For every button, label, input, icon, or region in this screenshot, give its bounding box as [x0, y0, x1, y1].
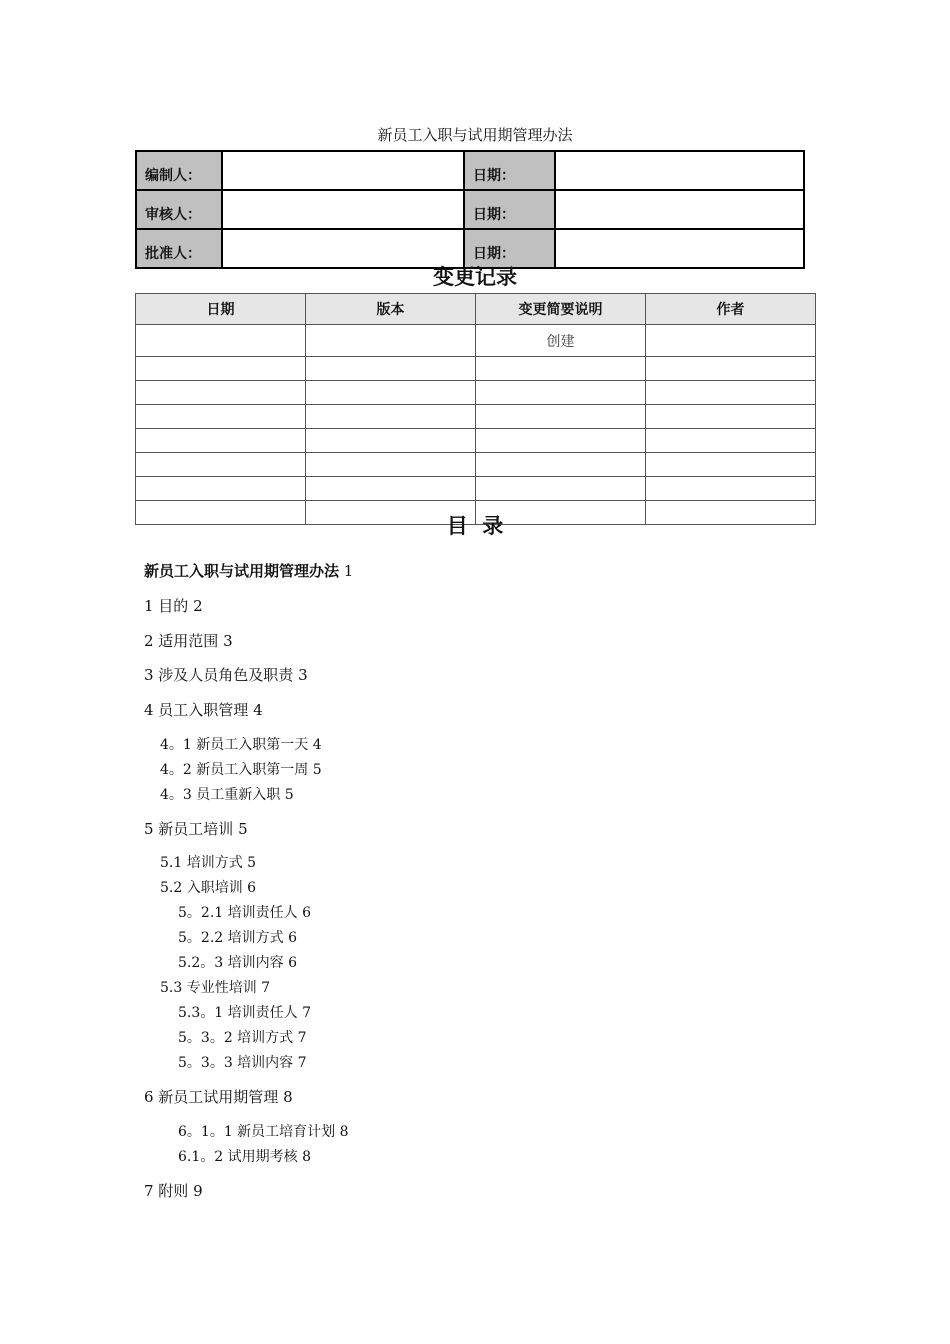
table-cell-summary[interactable]: 创建 — [476, 325, 646, 357]
column-header-author: 作者 — [646, 294, 816, 325]
table-cell[interactable] — [136, 429, 306, 453]
table-cell[interactable] — [306, 381, 476, 405]
table-cell[interactable] — [476, 357, 646, 381]
table-cell[interactable] — [476, 405, 646, 429]
preparer-date-value[interactable] — [555, 151, 804, 190]
toc-heading: 目 录 — [446, 514, 504, 538]
column-header-version: 版本 — [306, 294, 476, 325]
toc-entry[interactable]: 5.1 培训方式 5 — [160, 855, 257, 871]
signoff-table — [135, 150, 805, 269]
toc-entry[interactable]: 6 新员工试用期管理 8 — [144, 1088, 293, 1106]
toc-entry[interactable]: 5。3。3 培训内容 7 — [178, 1055, 307, 1071]
table-cell[interactable] — [136, 405, 306, 429]
toc-entry[interactable]: 5。3。2 培训方式 7 — [178, 1030, 307, 1046]
approver-date-label: 日期： — [464, 229, 555, 268]
table-cell[interactable] — [306, 405, 476, 429]
table-cell[interactable] — [136, 453, 306, 477]
toc-entry[interactable]: 4。2 新员工入职第一周 5 — [160, 762, 322, 778]
toc-entry[interactable]: 5.3。1 培训责任人 7 — [178, 1005, 311, 1021]
change-log-heading: 变更记录 — [433, 265, 517, 289]
column-header-summary: 变更简要说明 — [476, 294, 646, 325]
change-log-table — [135, 293, 816, 525]
table-cell[interactable] — [476, 381, 646, 405]
table-cell[interactable] — [476, 429, 646, 453]
toc-entry[interactable]: 4 员工入职管理 4 — [144, 701, 263, 719]
change-log-header-row — [136, 294, 816, 325]
toc-entry[interactable]: 5。2.2 培训方式 6 — [178, 930, 297, 946]
table-cell[interactable] — [476, 453, 646, 477]
table-cell[interactable] — [306, 453, 476, 477]
toc-entry[interactable]: 5 新员工培训 5 — [144, 820, 248, 838]
table-cell[interactable] — [646, 325, 816, 357]
table-cell[interactable] — [646, 429, 816, 453]
toc-entry[interactable]: 5.2。3 培训内容 6 — [178, 955, 297, 971]
table-cell[interactable] — [306, 357, 476, 381]
toc-entry[interactable]: 7 附则 9 — [144, 1182, 203, 1200]
table-cell[interactable] — [136, 325, 306, 357]
table-cell[interactable] — [136, 381, 306, 405]
toc-entry[interactable]: 6。1。1 新员工培育计划 8 — [178, 1124, 349, 1140]
toc-entry[interactable]: 4。1 新员工入职第一天 4 — [160, 737, 322, 753]
preparer-label: 编制人： — [136, 151, 222, 190]
toc-entry[interactable]: 1 目的 2 — [144, 597, 203, 615]
toc-entry[interactable]: 5.2 入职培训 6 — [160, 880, 257, 896]
table-cell[interactable] — [136, 477, 306, 501]
table-cell[interactable] — [476, 477, 646, 501]
table-cell[interactable] — [646, 357, 816, 381]
document-title: 新员工入职与试用期管理办法 — [377, 126, 573, 144]
column-header-date: 日期 — [136, 294, 306, 325]
table-row — [136, 325, 816, 357]
reviewer-label: 审核人： — [136, 190, 222, 229]
table-cell[interactable] — [646, 477, 816, 501]
table-cell[interactable] — [136, 357, 306, 381]
table-cell[interactable] — [646, 453, 816, 477]
approver-label: 批准人： — [136, 229, 222, 268]
reviewer-date-value[interactable] — [555, 190, 804, 229]
table-row — [136, 381, 816, 405]
table-cell[interactable] — [306, 429, 476, 453]
table-row — [136, 357, 816, 381]
table-cell[interactable] — [306, 325, 476, 357]
toc-entry[interactable]: 5.3 专业性培训 7 — [160, 980, 271, 996]
table-cell[interactable] — [306, 477, 476, 501]
toc-entry[interactable]: 2 适用范围 3 — [144, 632, 233, 650]
table-row — [136, 453, 816, 477]
reviewer-value[interactable] — [222, 190, 464, 229]
table-cell[interactable] — [646, 405, 816, 429]
table-cell[interactable] — [646, 381, 816, 405]
table-row — [136, 405, 816, 429]
signoff-row — [136, 190, 804, 229]
table-row — [136, 477, 816, 501]
toc-entry[interactable]: 新员工入职与试用期管理办法 1 — [144, 562, 354, 580]
signoff-row — [136, 151, 804, 190]
table-row — [136, 429, 816, 453]
toc-entry[interactable]: 6.1。2 试用期考核 8 — [178, 1149, 311, 1165]
preparer-date-label: 日期： — [464, 151, 555, 190]
toc-entry[interactable]: 4。3 员工重新入职 5 — [160, 787, 294, 803]
toc-entry[interactable]: 3 涉及人员角色及职责 3 — [144, 666, 308, 684]
toc-entry[interactable]: 5。2.1 培训责任人 6 — [178, 905, 311, 921]
reviewer-date-label: 日期： — [464, 190, 555, 229]
preparer-value[interactable] — [222, 151, 464, 190]
